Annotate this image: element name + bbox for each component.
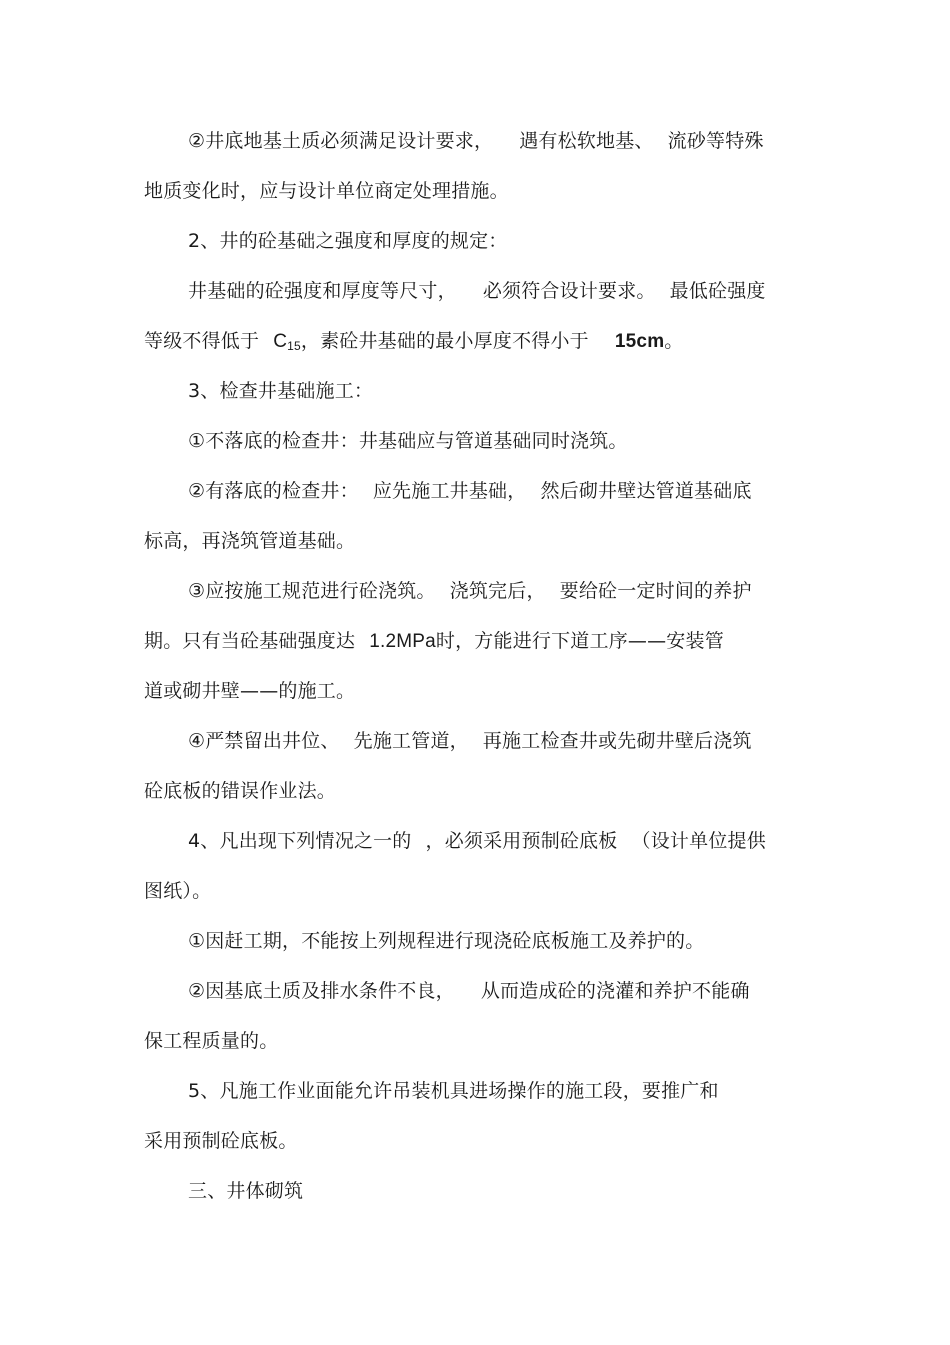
concrete-grade: C: [273, 331, 288, 352]
text-span: 要给砼一定时间的养护: [559, 580, 752, 602]
paragraph-7-line-2: [144, 629, 724, 654]
text-span: ，必须采用预制砼底板: [425, 830, 618, 852]
paragraph-7-line-1: [188, 579, 752, 603]
paragraph-5: ①不落底的检查井：井基础应与管道基础同时浇筑。: [188, 430, 628, 452]
text-span: 浇筑完后，: [449, 580, 546, 602]
text-span: 必须符合设计要求。: [482, 280, 656, 302]
text-span: 期。只有当砼基础强度达: [144, 630, 356, 652]
text-span: 流砂等特殊: [667, 130, 764, 152]
text-span: ④严禁留出井位、: [188, 730, 340, 752]
text-span: 遇有松软地基、: [519, 130, 654, 152]
paragraph-6-line-2: 标高，再浇筑管道基础。: [144, 530, 356, 552]
heading-2: 2、井的砼基础之强度和厚度的规定：: [188, 230, 508, 252]
text-span: （设计单位提供: [631, 830, 766, 852]
paragraph-12-line-2: 采用预制砼底板。: [144, 1130, 298, 1152]
paragraph-10: ①因赶工期，不能按上列规程进行现浇砼底板施工及养护的。: [188, 930, 705, 952]
section-heading-3: 三、井体砌筑: [188, 1180, 304, 1202]
text-span: ，素砼井基础的最小厚度不得小于: [300, 330, 589, 352]
text-span: 等级不得低于: [144, 330, 260, 352]
paragraph-3-line-1: [188, 279, 766, 303]
heading-3: 3、检查井基础施工：: [188, 380, 374, 402]
text-span: 井基础的砼强度和厚度等尺寸，: [188, 280, 457, 302]
text-span: 最低砼强度: [669, 280, 766, 302]
text-span: 再施工检查井或先砌井壁后浇筑: [482, 730, 752, 752]
text-span: 4、凡出现下列情况之一的: [188, 830, 412, 852]
paragraph-8-line-2: 砼底板的错误作业法。: [144, 780, 337, 802]
paragraph-1-line-1: [188, 129, 764, 153]
text-span: 。: [664, 330, 684, 352]
text-span: ②因基底土质及排水条件不良，: [188, 980, 455, 1002]
paragraph-1-line-2: 地质变化时，应与设计单位商定处理措施。: [144, 180, 509, 202]
paragraph-12-line-1: 5、凡施工作业面能允许吊装机具进场操作的施工段，要推广和: [188, 1080, 719, 1102]
paragraph-7-line-3: 道或砌井壁——的施工。: [144, 680, 356, 702]
text-span: 然后砌井壁达管道基础底: [540, 480, 752, 502]
text-span: 应先施工井基础，: [372, 480, 527, 502]
paragraph-11-line-2: 保工程质量的。: [144, 1030, 279, 1052]
text-span: 时，方能进行下道工序——安装管: [435, 630, 724, 652]
paragraph-3-line-2: [144, 329, 684, 354]
text-span: 从而造成砼的浇灌和养护不能确: [480, 980, 750, 1002]
strength-value: 1.2MPa: [369, 631, 436, 652]
text-span: ②井底地基土质必须满足设计要求，: [188, 130, 494, 152]
paragraph-8-line-1: [188, 729, 752, 753]
text-span: 先施工管道，: [353, 730, 469, 752]
paragraph-11-line-1: [188, 979, 750, 1003]
paragraph-9-line-1: [188, 829, 766, 853]
paragraph-9-line-2: 图纸）。: [144, 880, 212, 902]
text-span: ③应按施工规范进行砼浇筑。: [188, 580, 436, 602]
min-thickness-value: 15cm: [614, 331, 665, 352]
concrete-grade-subscript: 15: [287, 339, 301, 353]
text-span: ②有落底的检查井：: [188, 480, 359, 502]
paragraph-6-line-1: [188, 479, 752, 503]
